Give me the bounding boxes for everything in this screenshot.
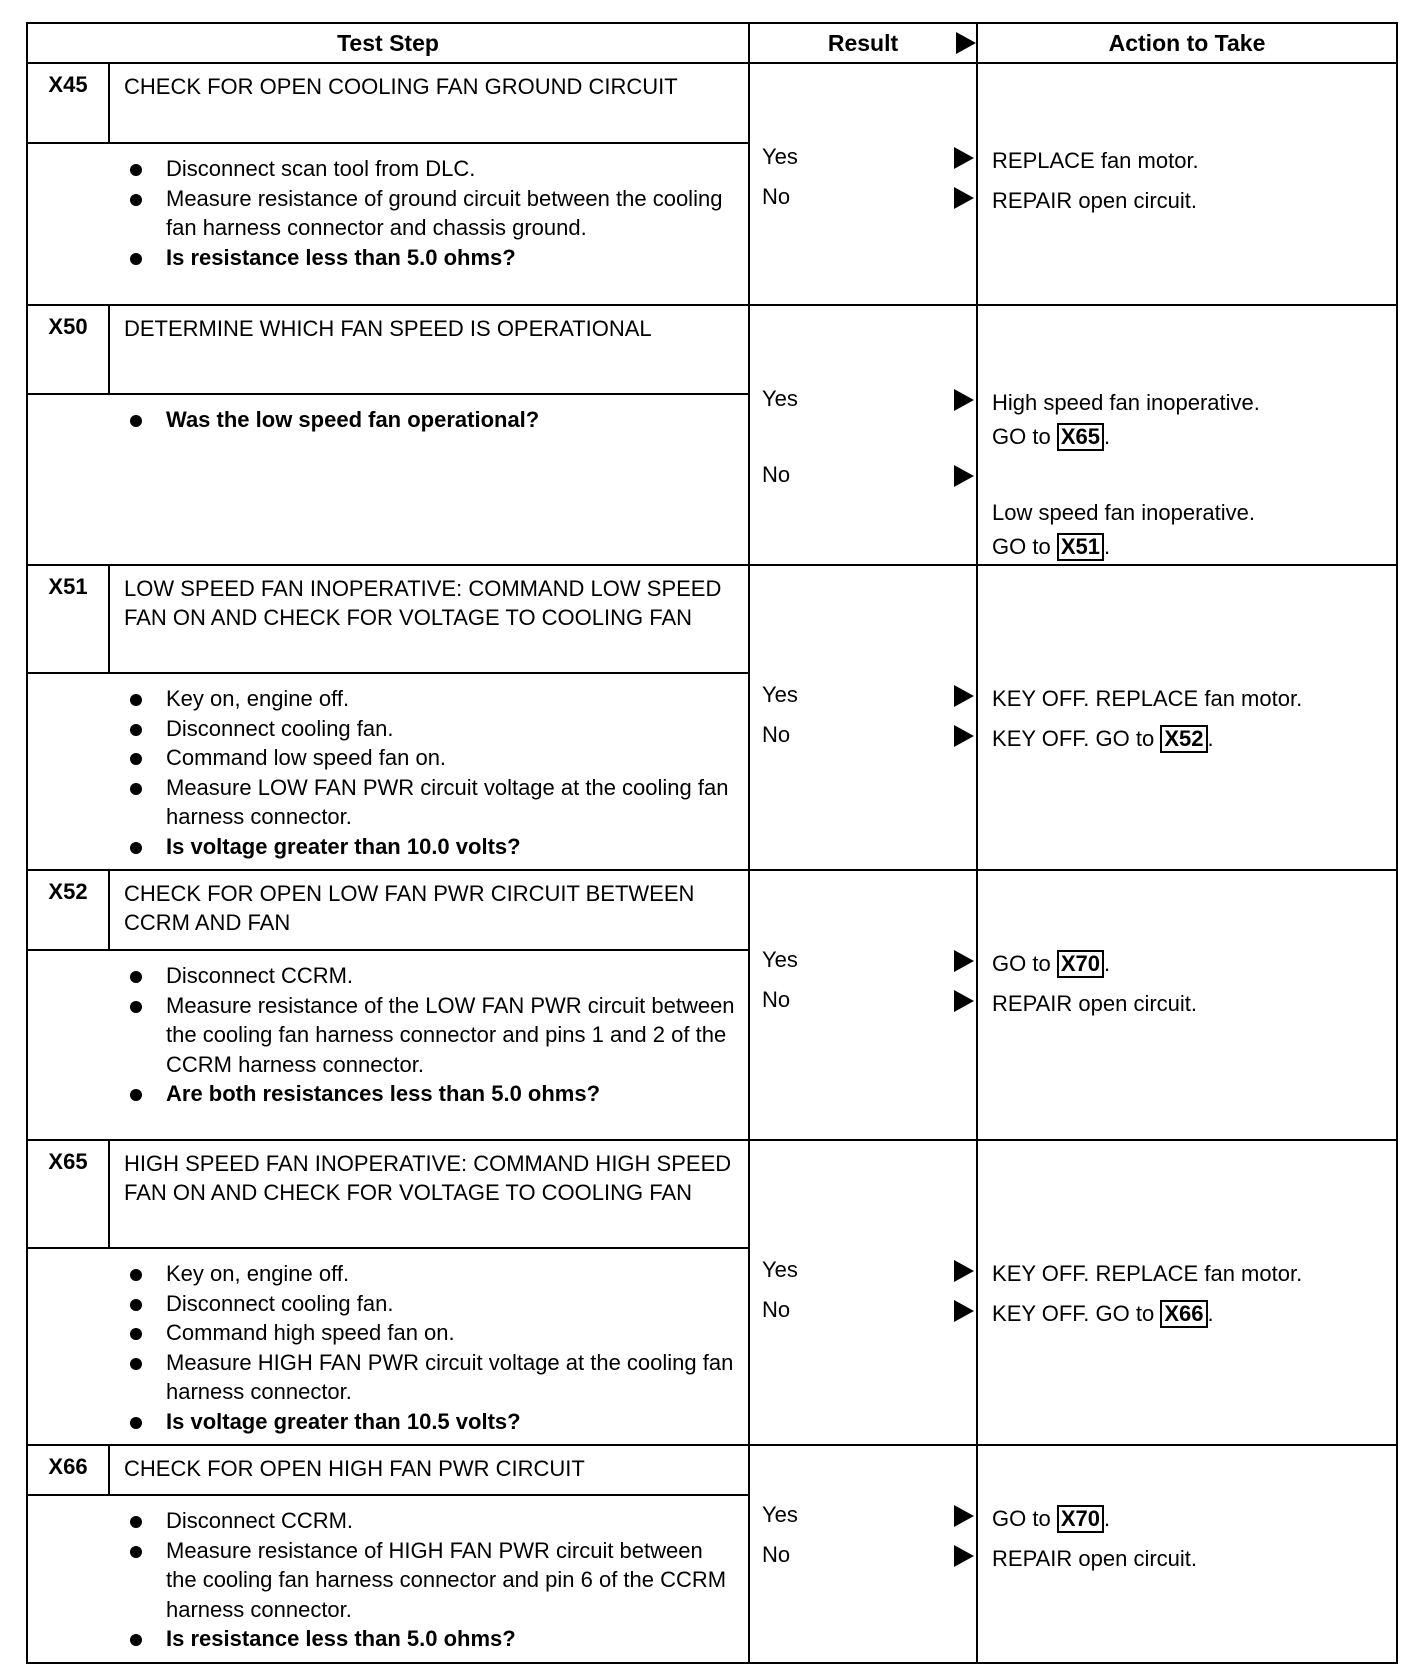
procedure-list bbox=[28, 1249, 748, 1444]
action-text: REPAIR open circuit. bbox=[992, 991, 1198, 1016]
step-id: X52 bbox=[27, 870, 109, 950]
action-text: REPAIR open circuit. bbox=[992, 188, 1198, 213]
step-title-row bbox=[27, 63, 1397, 143]
result-line bbox=[750, 184, 976, 210]
step-procedure bbox=[27, 950, 749, 1140]
result-line bbox=[750, 1502, 976, 1528]
result-cell bbox=[749, 1140, 977, 1445]
step-title: DETERMINE WHICH FAN SPEED IS OPERATIONAL bbox=[109, 305, 749, 394]
result-line bbox=[750, 682, 976, 708]
step-title-row bbox=[27, 305, 1397, 394]
result-label: No bbox=[762, 462, 791, 487]
procedure-question: Are both resistances less than 5.0 ohms? bbox=[124, 1079, 738, 1109]
procedure-question: Is resistance less than 5.0 ohms? bbox=[124, 243, 738, 273]
action-line bbox=[978, 682, 1396, 716]
action-cell bbox=[977, 1445, 1397, 1663]
result-line bbox=[750, 1257, 976, 1283]
result-line bbox=[750, 1542, 976, 1568]
procedure-step: Key on, engine off. bbox=[124, 1259, 738, 1289]
procedure-question: Is voltage greater than 10.0 volts? bbox=[124, 832, 738, 862]
step-reference-link[interactable]: X65 bbox=[1057, 423, 1104, 451]
action-line: Low speed fan inoperative. GO to X51 . bbox=[992, 500, 1255, 559]
procedure-step: Measure LOW FAN PWR circuit voltage at the cooling fan harness connector. bbox=[124, 773, 738, 832]
procedure-list bbox=[28, 1496, 748, 1662]
step-title-row bbox=[27, 1140, 1397, 1248]
result-label: Yes bbox=[762, 386, 798, 411]
action-cell bbox=[977, 63, 1397, 305]
procedure-step: Disconnect CCRM. bbox=[124, 1506, 738, 1536]
action-line bbox=[978, 144, 1396, 178]
result-label: Yes bbox=[762, 1502, 798, 1527]
result-cell bbox=[749, 565, 977, 870]
procedure-list bbox=[28, 674, 748, 869]
action-text: High speed fan inoperative. bbox=[992, 390, 1260, 415]
arrow-right-icon bbox=[954, 1300, 974, 1322]
step-title-row bbox=[27, 870, 1397, 950]
action-goto: GO to bbox=[992, 424, 1057, 449]
result-label: Yes bbox=[762, 144, 798, 169]
action-line: GO to X70 . bbox=[992, 1506, 1111, 1531]
result-line bbox=[750, 947, 976, 973]
action-text: REPLACE fan motor. bbox=[992, 148, 1199, 173]
result-cell bbox=[749, 63, 977, 305]
action-line bbox=[978, 184, 1396, 218]
action-line bbox=[978, 987, 1396, 1021]
procedure-step: Disconnect CCRM. bbox=[124, 961, 738, 991]
result-header-label: Result bbox=[827, 29, 899, 56]
step-procedure bbox=[27, 143, 749, 305]
pinpoint-test-table bbox=[26, 22, 1398, 1664]
procedure-step: Disconnect cooling fan. bbox=[124, 714, 738, 744]
action-line bbox=[978, 1257, 1396, 1291]
arrow-right-icon bbox=[954, 725, 974, 747]
procedure-question: Was the low speed fan operational? bbox=[124, 405, 738, 435]
procedure-step: Measure resistance of HIGH FAN PWR circuit between the cooling fan harness connector and pin 6 of the CCRM harness connector. bbox=[124, 1536, 738, 1625]
action-line bbox=[978, 1542, 1396, 1576]
arrow-right-icon bbox=[954, 147, 974, 169]
step-procedure bbox=[27, 1495, 749, 1663]
result-label: No bbox=[762, 184, 791, 209]
step-title: LOW SPEED FAN INOPERATIVE: COMMAND LOW SPEED FAN ON AND CHECK FOR VOLTAGE TO COOLING FAN bbox=[109, 565, 749, 673]
action-text: KEY OFF. REPLACE fan motor. bbox=[992, 1261, 1303, 1286]
step-title: CHECK FOR OPEN HIGH FAN PWR CIRCUIT bbox=[109, 1445, 749, 1495]
action-cell bbox=[977, 870, 1397, 1140]
result-label: Yes bbox=[762, 1257, 798, 1282]
procedure-list bbox=[28, 395, 748, 443]
procedure-step: Measure resistance of the LOW FAN PWR circuit between the cooling fan harness connector and pins 1 and 2 of the CCRM harness connector. bbox=[124, 991, 738, 1080]
test-step-header: Test Step bbox=[27, 23, 749, 63]
result-header bbox=[749, 23, 977, 63]
action-text: KEY OFF. GO to bbox=[992, 1301, 1155, 1326]
action-goto: GO to bbox=[992, 534, 1057, 559]
result-label: Yes bbox=[762, 947, 798, 972]
result-line bbox=[750, 462, 976, 488]
arrow-right-icon bbox=[954, 1260, 974, 1282]
step-reference-link[interactable]: X70 bbox=[1057, 950, 1104, 978]
procedure-list bbox=[28, 951, 748, 1117]
arrow-right-icon bbox=[954, 1545, 974, 1567]
table-body bbox=[27, 63, 1397, 1663]
procedure-step: Disconnect scan tool from DLC. bbox=[124, 154, 738, 184]
result-label: No bbox=[762, 1297, 791, 1322]
result-line bbox=[750, 144, 976, 170]
result-label: No bbox=[762, 722, 791, 747]
action-text: GO to bbox=[992, 951, 1051, 976]
step-title-row bbox=[27, 1445, 1397, 1495]
action-text: Low speed fan inoperative. bbox=[992, 500, 1255, 525]
action-cell bbox=[977, 565, 1397, 870]
action-text: KEY OFF. GO to bbox=[992, 726, 1155, 751]
step-title: CHECK FOR OPEN LOW FAN PWR CIRCUIT BETWEEN CCRM AND FAN bbox=[109, 870, 749, 950]
action-text: REPAIR open circuit. bbox=[992, 1546, 1198, 1571]
step-id: X65 bbox=[27, 1140, 109, 1248]
result-label: Yes bbox=[762, 682, 798, 707]
arrow-right-icon bbox=[954, 990, 974, 1012]
action-cell bbox=[977, 305, 1397, 565]
header-row bbox=[27, 23, 1397, 63]
procedure-step: Key on, engine off. bbox=[124, 684, 738, 714]
procedure-step: Command low speed fan on. bbox=[124, 743, 738, 773]
arrow-right-icon bbox=[954, 465, 974, 487]
step-title: CHECK FOR OPEN COOLING FAN GROUND CIRCUIT bbox=[109, 63, 749, 143]
result-line bbox=[750, 722, 976, 748]
diagnostic-table-sheet bbox=[26, 22, 1396, 1664]
procedure-step: Disconnect cooling fan. bbox=[124, 1289, 738, 1319]
arrow-right-icon bbox=[954, 950, 974, 972]
action-header: Action to Take bbox=[977, 23, 1397, 63]
procedure-question: Is resistance less than 5.0 ohms? bbox=[124, 1624, 738, 1654]
step-id: X51 bbox=[27, 565, 109, 673]
action-line: High speed fan inoperative. GO to X65 . bbox=[992, 390, 1260, 449]
arrow-right-icon bbox=[956, 32, 976, 54]
result-line bbox=[750, 987, 976, 1013]
procedure-question: Is voltage greater than 10.5 volts? bbox=[124, 1407, 738, 1437]
action-line: GO to X70 . bbox=[992, 951, 1111, 976]
action-text: GO to bbox=[992, 1506, 1051, 1531]
arrow-right-icon bbox=[954, 389, 974, 411]
step-id: X66 bbox=[27, 1445, 109, 1495]
result-cell bbox=[749, 305, 977, 565]
step-reference-link[interactable]: X66 bbox=[1160, 1300, 1207, 1328]
action-line: KEY OFF. GO to X52 . bbox=[992, 726, 1214, 751]
result-line bbox=[750, 386, 976, 412]
step-id: X50 bbox=[27, 305, 109, 394]
arrow-right-icon bbox=[954, 187, 974, 209]
action-line: KEY OFF. GO to X66 . bbox=[992, 1301, 1214, 1326]
step-title-row bbox=[27, 565, 1397, 673]
step-reference-link[interactable]: X51 bbox=[1057, 533, 1104, 561]
step-procedure bbox=[27, 673, 749, 870]
step-procedure bbox=[27, 1248, 749, 1445]
action-text: KEY OFF. REPLACE fan motor. bbox=[992, 686, 1303, 711]
procedure-step: Measure HIGH FAN PWR circuit voltage at the cooling fan harness connector. bbox=[124, 1348, 738, 1407]
step-title: HIGH SPEED FAN INOPERATIVE: COMMAND HIGH SPEED FAN ON AND CHECK FOR VOLTAGE TO COOLING FAN bbox=[109, 1140, 749, 1248]
procedure-step: Command high speed fan on. bbox=[124, 1318, 738, 1348]
result-cell bbox=[749, 870, 977, 1140]
step-procedure bbox=[27, 394, 749, 565]
step-id: X45 bbox=[27, 63, 109, 143]
step-reference-link[interactable]: X52 bbox=[1160, 725, 1207, 753]
procedure-step: Measure resistance of ground circuit between the cooling fan harness connector and chassis ground. bbox=[124, 184, 738, 243]
action-cell bbox=[977, 1140, 1397, 1445]
arrow-right-icon bbox=[954, 685, 974, 707]
step-reference-link[interactable]: X70 bbox=[1057, 1505, 1104, 1533]
result-cell bbox=[749, 1445, 977, 1663]
result-label: No bbox=[762, 1542, 791, 1567]
procedure-list bbox=[28, 144, 748, 280]
arrow-right-icon bbox=[954, 1505, 974, 1527]
result-label: No bbox=[762, 987, 791, 1012]
result-line bbox=[750, 1297, 976, 1323]
